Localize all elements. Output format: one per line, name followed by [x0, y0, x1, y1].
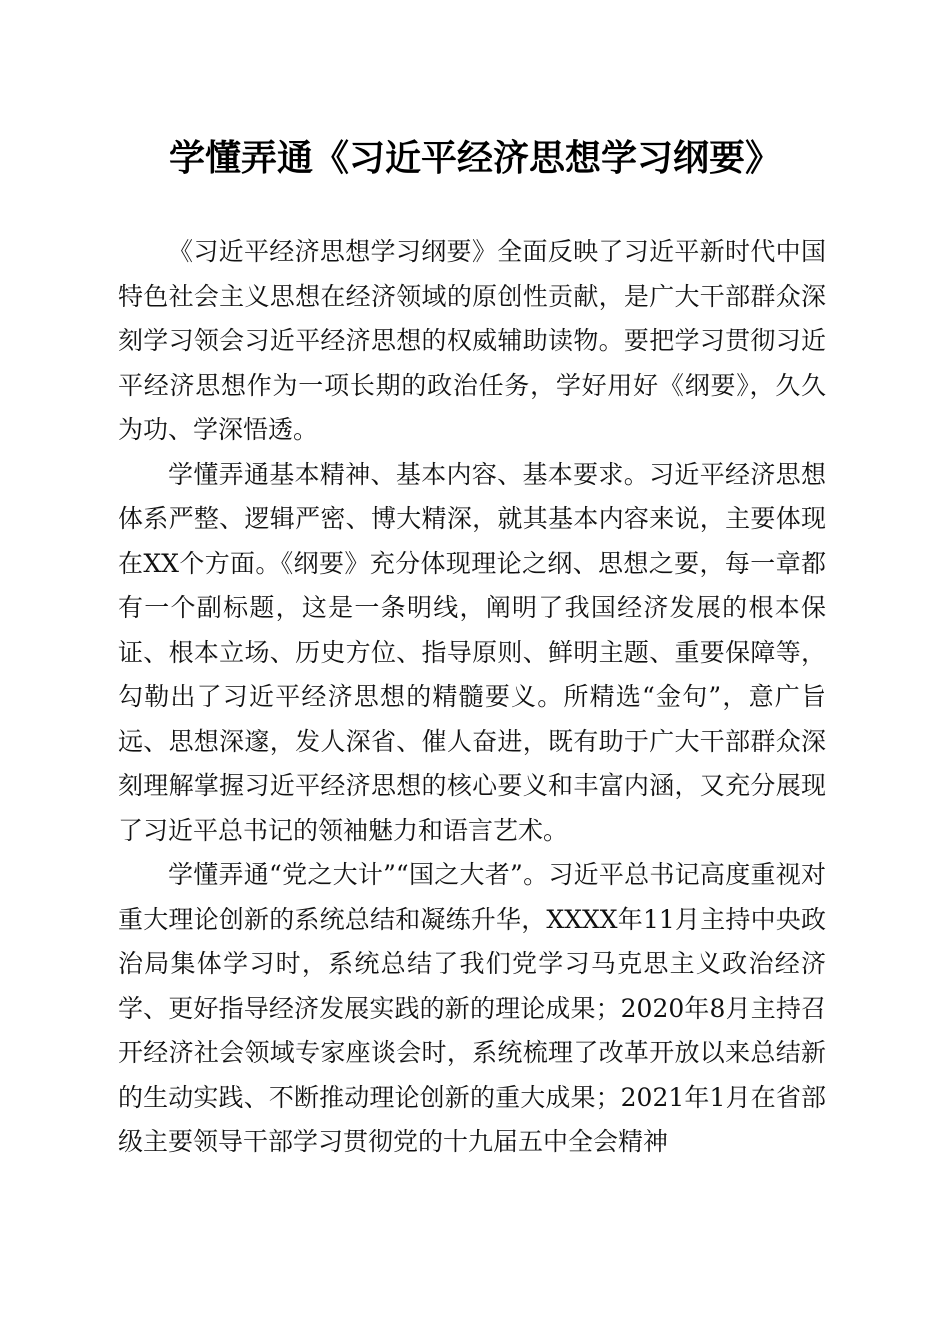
paragraph-2: 学懂弄通基本精神、基本内容、基本要求。习近平经济思想体系严整、逻辑严密、博大精深，就其基本内容来说，主要体现在XX个方面。《纲要》充分体现理论之纲、思想之要，每一章都有一个副标题，这是一条明线，阐明了我国经济发展的根本保证、根本立场、历史方位、指导原则、鲜明主题、重要保障等，勾勒出了习近平经济思想的精髓要义。所精选“金句”，意广旨远、思想深邃，发人深省、催人奋进，既有助于广大干部群众深刻理解掌握习近平经济思想的核心要义和丰富内涵，又充分展现了习近平总书记的领袖魅力和语言艺术。	[118, 459, 826, 845]
document-body	[118, 230, 826, 1165]
paragraph-1: 《习近平经济思想学习纲要》全面反映了习近平新时代中国特色社会主义思想在经济领域的原创性贡献，是广大干部群众深刻学习领会习近平经济思想的权威辅助读物。要把学习贯彻习近平经济思想作为一项长期的政治任务，学好用好《纲要》，久久为功、学深悟透。	[118, 237, 826, 444]
document-title: 学懂弄通《习近平经济思想学习纲要》	[168, 137, 781, 179]
paragraph-3: 学懂弄通“党之大计”“国之大者”。习近平总书记高度重视对重大理论创新的系统总结和凝练升华，XXXX年11月主持中央政治局集体学习时，系统总结了我们党学习马克思主义政治经济学、更好指导经济发展实践的新的理论成果；2020年8月主持召开经济社会领域专家座谈会时，系统梳理了改革开放以来总结新的生动实践、不断推动理论创新的重大成果；2021年1月在省部级主要领导干部学习贯彻党的十九届五中全会精神	[118, 860, 826, 1156]
